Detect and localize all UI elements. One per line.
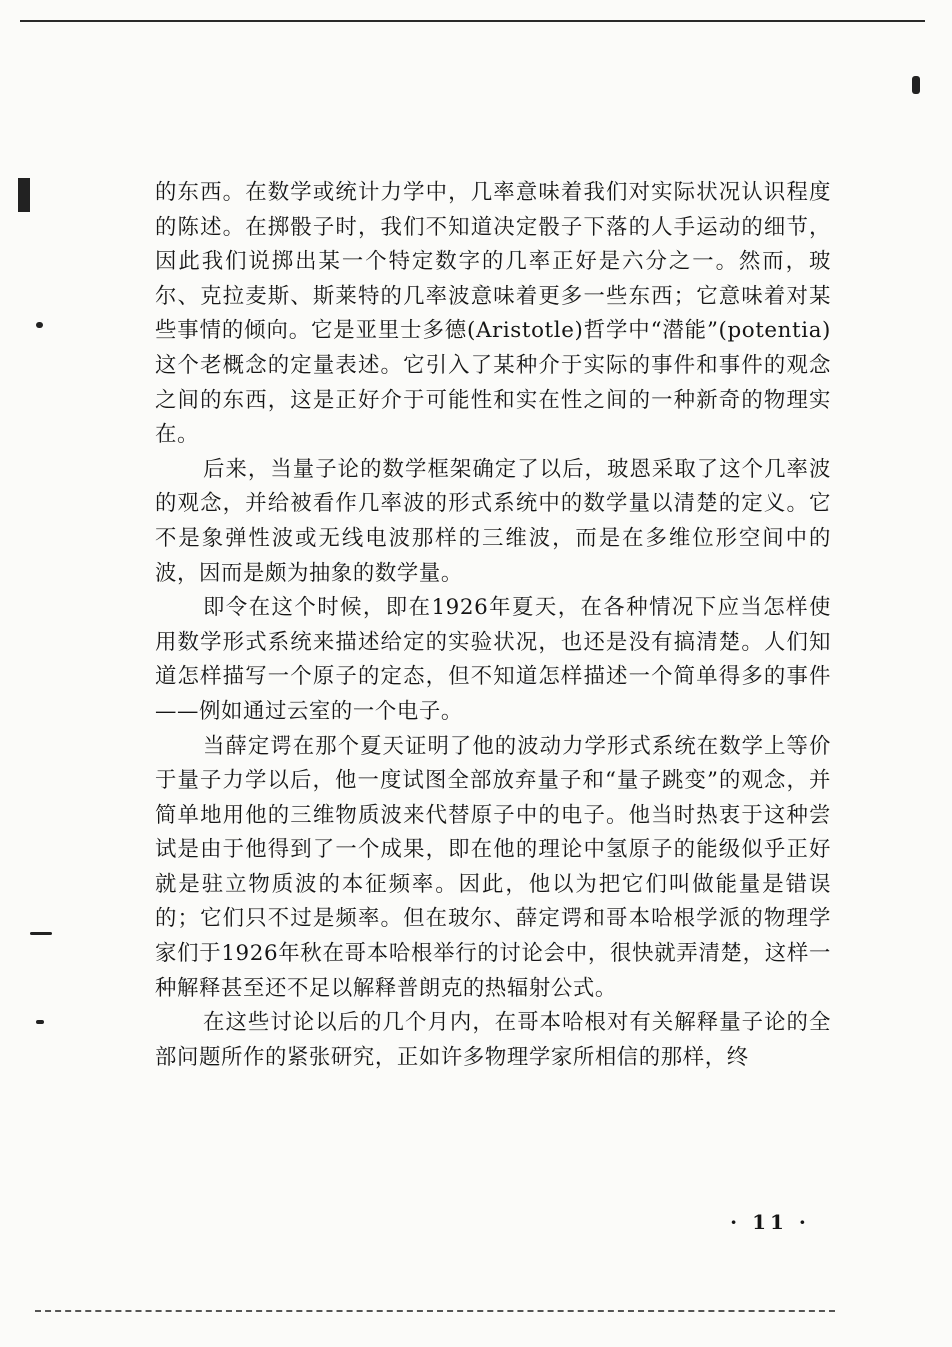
paragraph-text: 后来，当量子论的数学框架确定了以后，玻恩采取了这个几率波的观念，并给被看作几率波的形式系统中的数学量以清楚的定义。它不是象弹性波或无线电波那样的三维波，而是在多维位形空间中的波，因而是颇为抽象的数学量。 xyxy=(155,456,831,586)
top-rule xyxy=(20,20,925,22)
scan-speck xyxy=(30,932,52,935)
paragraph-3 xyxy=(155,591,831,729)
paragraph-text: 当薛定谔在那个夏天证明了他的波动力学形式系统在数学上等价于量子力学以后，他一度试图全部放弃量子和“量子跳变”的观念，并简单地用他的三维物质波来代替原子中的电子。他当时热衷于这种尝试是由于他得到了一个成果，即在他的理论中氢原子的能级似乎正好就是驻立物质波的本征频率。因此，他以为把它们叫做能量是错误的；它们只不过是频率。但在玻尔、薛定谔和哥本哈根学派的物理学家们于1926年秋在哥本哈根举行的讨论会中，很快就弄清楚，这样一种解释甚至还不足以解释普朗克的热辐射公式。 xyxy=(155,733,831,1001)
scan-mark-left xyxy=(18,178,30,212)
scan-mark-top-right xyxy=(912,76,920,94)
page-number: · 11 · xyxy=(730,1210,810,1234)
paragraph-text: 的东西。在数学或统计力学中，几率意味着我们对实际状况认识程度的陈述。在掷骰子时，我们不知道决定骰子下落的人手运动的细节，因此我们说掷出某一个特定数字的几率正好是六分之一。然而，玻尔、克拉麦斯、斯莱特的几率波意味着更多一些东西；它意味着对某些事情的倾向。它是亚里士多德(Aristotle)哲学中“潜能”(potentia)这个老概念的定量表述。它引入了某种介于实际的事件和事件的观念之间的东西，这是正好介于可能性和实在性之间的一种新奇的物理实在。 xyxy=(155,180,831,448)
paragraph-1 xyxy=(155,176,831,453)
paragraph-text: 在这些讨论以后的几个月内，在哥本哈根对有关解释量子论的全部问题所作的紧张研究，正如许多物理学家所相信的那样，终 xyxy=(155,1010,831,1070)
body-text xyxy=(155,176,831,1075)
paragraph-text: 即令在这个时候，即在1926年夏天，在各种情况下应当怎样使用数学形式系统来描述给定的实验状况，也还是没有搞清楚。人们知道怎样描写一个原子的定态，但不知道怎样描述一个简单得多的事件——例如通过云室的一个电子。 xyxy=(155,595,831,724)
scan-speck xyxy=(36,322,43,328)
paragraph-4 xyxy=(155,730,831,1007)
paragraph-5 xyxy=(155,1006,831,1075)
bottom-rule xyxy=(35,1310,835,1312)
scan-speck xyxy=(36,1020,44,1024)
paragraph-2 xyxy=(155,453,831,591)
